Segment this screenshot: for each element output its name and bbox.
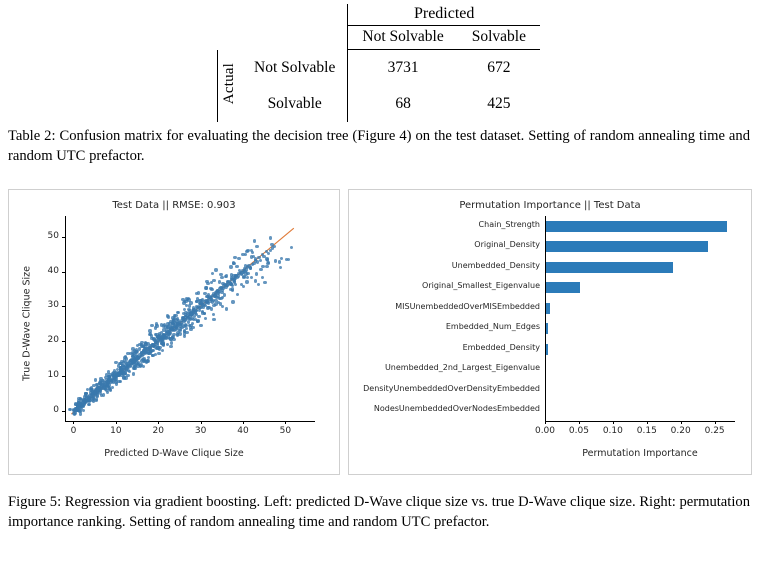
scatter-point: [187, 297, 190, 300]
scatter-point: [176, 311, 179, 314]
scatter-point: [211, 272, 214, 275]
scatter-point: [155, 324, 158, 327]
scatter-point: [219, 273, 222, 276]
scatter-point: [212, 279, 215, 282]
importance-x-tick-label: 0.15: [636, 426, 657, 436]
scatter-point: [250, 249, 253, 252]
table-caption: Table 2: Confusion matrix for evaluating the decision tree (Figure 4) on the test dataset. Setting of random annealing time and random UTC prefactor.: [8, 128, 750, 165]
importance-bar-row: [462, 342, 735, 355]
scatter-point: [205, 295, 208, 298]
scatter-x-tick: [243, 421, 244, 424]
scatter-point: [230, 282, 233, 285]
scatter-point: [161, 342, 164, 345]
scatter-point: [104, 388, 107, 391]
importance-bar-row: [445, 322, 735, 334]
scatter-y-tick-label: 0: [53, 404, 59, 415]
scatter-x-tick-label: 20: [152, 426, 164, 436]
scatter-point: [137, 356, 140, 359]
scatter-x-tick: [285, 421, 286, 424]
scatter-y-tick: [62, 237, 65, 238]
importance-bar-label: Unembedded_Density: [451, 260, 540, 270]
scatter-point: [125, 357, 128, 360]
scatter-point: [210, 288, 213, 291]
scatter-point: [146, 359, 149, 362]
scatter-point: [232, 262, 235, 265]
scatter-point: [212, 318, 215, 321]
scatter-point: [94, 378, 97, 381]
importance-bar-label: Unembedded_2nd_Largest_Eigenvalue: [384, 363, 540, 373]
table-predicted-header: Predicted: [348, 4, 540, 26]
scatter-point: [97, 386, 100, 389]
scatter-point: [161, 349, 164, 352]
table-cell-0-0: 3731: [348, 50, 458, 87]
table-cell-1-0: 68: [348, 86, 458, 122]
importance-x-tick: [579, 421, 580, 424]
scatter-point: [205, 286, 208, 289]
scatter-plot-area: [65, 216, 315, 421]
importance-bar: [545, 241, 708, 252]
importance-title: Permutation Importance || Test Data: [459, 200, 641, 211]
scatter-y-tick-label: 10: [47, 369, 59, 380]
importance-bar-label: NodesUnembeddedOverNodesEmbedded: [373, 404, 540, 414]
importance-bar-label: Original_Density: [474, 240, 540, 250]
scatter-point: [79, 412, 82, 415]
scatter-x-tick: [116, 421, 117, 424]
scatter-point: [265, 265, 268, 268]
scatter-point: [87, 397, 90, 400]
scatter-x-tick-label: 40: [237, 426, 249, 436]
scatter-point: [246, 276, 249, 279]
scatter-y-tick: [62, 376, 65, 377]
scatter-point: [244, 264, 247, 267]
importance-bar-label: DensityUnembeddedOverDensityEmbedded: [363, 383, 540, 393]
figure-caption: Figure 5: Regression via gradient boosting. Left: predicted D-Wave clique size vs. true D-Wave clique size. Right: permutation importance ranking. Setting of random annealing time and random UTC prefactor.: [8, 494, 750, 531]
scatter-point: [132, 372, 135, 375]
confusion-matrix-table: [0, 4, 757, 122]
importance-y-axis: [545, 216, 546, 421]
scatter-point: [109, 389, 112, 392]
scatter-point: [187, 320, 190, 323]
scatter-point: [156, 343, 159, 346]
scatter-point: [225, 307, 228, 310]
scatter-point: [174, 328, 177, 331]
scatter-y-axis: [65, 216, 66, 421]
table-row-header-1: Solvable: [267, 95, 322, 112]
scatter-point: [255, 245, 258, 248]
scatter-x-tick-label: 0: [70, 426, 77, 436]
importance-bar: [545, 262, 673, 273]
scatter-x-tick: [73, 421, 74, 424]
scatter-y-tick-label: 20: [47, 335, 59, 346]
scatter-x-tick-label: 30: [194, 426, 207, 436]
scatter-point: [72, 409, 75, 412]
importance-x-tick-label: 0.05: [568, 426, 589, 436]
importance-bar-row: [474, 240, 735, 252]
importance-x-tick: [681, 421, 682, 424]
importance-x-axis: [545, 421, 735, 422]
scatter-point: [167, 315, 170, 318]
importance-bar-label: Chain_Strength: [478, 219, 540, 229]
scatter-point: [134, 350, 137, 353]
importance-plot-area: [363, 216, 735, 421]
scatter-point: [157, 352, 160, 355]
scatter-point: [184, 323, 187, 326]
importance-bar-row: [422, 281, 735, 293]
scatter-y-tick-label: 30: [47, 300, 59, 311]
scatter-point: [169, 337, 172, 340]
scatter-point: [116, 374, 119, 377]
importance-x-tick: [613, 421, 614, 424]
importance-bar-label: MISUnembeddedOverMISEmbedded: [395, 301, 540, 311]
importance-x-tick-label: 0.25: [704, 426, 725, 436]
importance-bar-row: [363, 383, 735, 396]
scatter-point: [169, 345, 172, 348]
scatter-point: [100, 394, 103, 397]
scatter-point: [241, 253, 244, 256]
scatter-point: [212, 299, 215, 302]
scatter-point: [204, 317, 207, 320]
table-actual-header: Actual: [218, 50, 241, 123]
scatter-y-axis-label: True D-Wave Clique Size: [21, 266, 33, 381]
scatter-point: [225, 274, 228, 277]
scatter-point: [219, 302, 222, 305]
scatter-y-tick: [62, 411, 65, 412]
importance-bar: [545, 221, 727, 232]
scatter-point: [259, 268, 262, 271]
scatter-point: [245, 280, 248, 283]
table-col-header-1: Solvable: [458, 26, 540, 50]
scatter-point: [189, 312, 192, 315]
scatter-point: [245, 250, 248, 253]
scatter-point: [237, 257, 240, 260]
scatter-point: [84, 392, 87, 395]
scatter-point: [107, 370, 110, 373]
table-cell-0-1: 672: [487, 59, 511, 76]
importance-bar-label: Original_Smallest_Eigenvalue: [422, 281, 540, 291]
scatter-point: [233, 256, 236, 259]
scatter-point: [205, 280, 208, 283]
scatter-point: [278, 260, 281, 263]
scatter-point: [195, 292, 198, 295]
importance-x-tick-label: 0.20: [670, 426, 691, 436]
scatter-point: [178, 329, 181, 332]
scatter-point: [95, 397, 98, 400]
scatter-title: Test Data || RMSE: 0.903: [112, 200, 236, 211]
scatter-point: [263, 281, 266, 284]
scatter-point: [261, 265, 264, 268]
scatter-point: [279, 266, 282, 269]
scatter-x-tick: [201, 421, 202, 424]
importance-bar: [545, 282, 580, 293]
scatter-point: [160, 338, 163, 341]
scatter-point: [143, 350, 146, 353]
scatter-point: [189, 301, 192, 304]
scatter-point: [120, 360, 123, 363]
scatter-point: [255, 272, 258, 275]
scatter-point: [235, 265, 238, 268]
table-row-header-0: Not Solvable: [254, 58, 336, 76]
scatter-point: [73, 412, 76, 415]
scatter-y-tick: [62, 306, 65, 307]
scatter-point: [78, 406, 81, 409]
scatter-x-axis-label: Predicted D-Wave Clique Size: [104, 448, 244, 459]
importance-bar-row: [395, 301, 735, 314]
table-col-header-0: Not Solvable: [348, 26, 458, 50]
scatter-y-tick-label: 40: [47, 265, 59, 276]
scatter-point: [249, 266, 252, 269]
importance-x-tick: [545, 421, 546, 424]
scatter-point: [148, 329, 151, 332]
scatter-point: [119, 367, 122, 370]
importance-bar-label: Embedded_Num_Edges: [445, 322, 540, 332]
scatter-x-axis: [65, 421, 315, 422]
scatter-point: [231, 300, 234, 303]
importance-bar-label: Embedded_Density: [462, 342, 540, 352]
importance-bar-row: [451, 260, 735, 273]
scatter-point: [253, 239, 256, 242]
scatter-figure-panel: [8, 189, 340, 475]
scatter-point: [221, 282, 224, 285]
scatter-point: [254, 279, 257, 282]
scatter-point: [192, 308, 195, 311]
scatter-point: [274, 259, 277, 262]
importance-x-tick: [715, 421, 716, 424]
scatter-y-tick: [62, 341, 65, 342]
scatter-point: [220, 276, 223, 279]
scatter-x-tick: [158, 421, 159, 424]
scatter-point: [223, 293, 226, 296]
importance-x-tick-label: 0.00: [534, 426, 556, 436]
scatter-point: [214, 268, 217, 271]
scatter-x-tick-label: 50: [279, 426, 292, 436]
scatter-point: [105, 378, 108, 381]
scatter-point: [250, 255, 253, 258]
importance-bar-row: [384, 363, 735, 375]
scatter-point: [229, 265, 232, 268]
scatter-point: [166, 325, 169, 328]
scatter-point: [93, 391, 96, 394]
scatter-point: [210, 307, 213, 310]
scatter-y-tick: [62, 272, 65, 273]
scatter-point: [208, 300, 211, 303]
importance-bar-row: [478, 219, 735, 232]
importance-figure-panel: [348, 189, 752, 475]
importance-x-tick: [647, 421, 648, 424]
importance-x-tick-label: 0.10: [602, 426, 623, 436]
scatter-point: [184, 313, 187, 316]
scatter-point: [269, 236, 272, 239]
scatter-point: [136, 364, 139, 367]
table-cell-1-1: 425: [487, 95, 511, 112]
scatter-point: [142, 357, 145, 360]
scatter-x-tick-label: 10: [110, 426, 122, 436]
scatter-y-tick-label: 50: [47, 230, 59, 241]
importance-bar-row: [373, 404, 735, 416]
importance-x-axis-label: Permutation Importance: [582, 448, 698, 459]
scatter-point: [175, 321, 178, 324]
